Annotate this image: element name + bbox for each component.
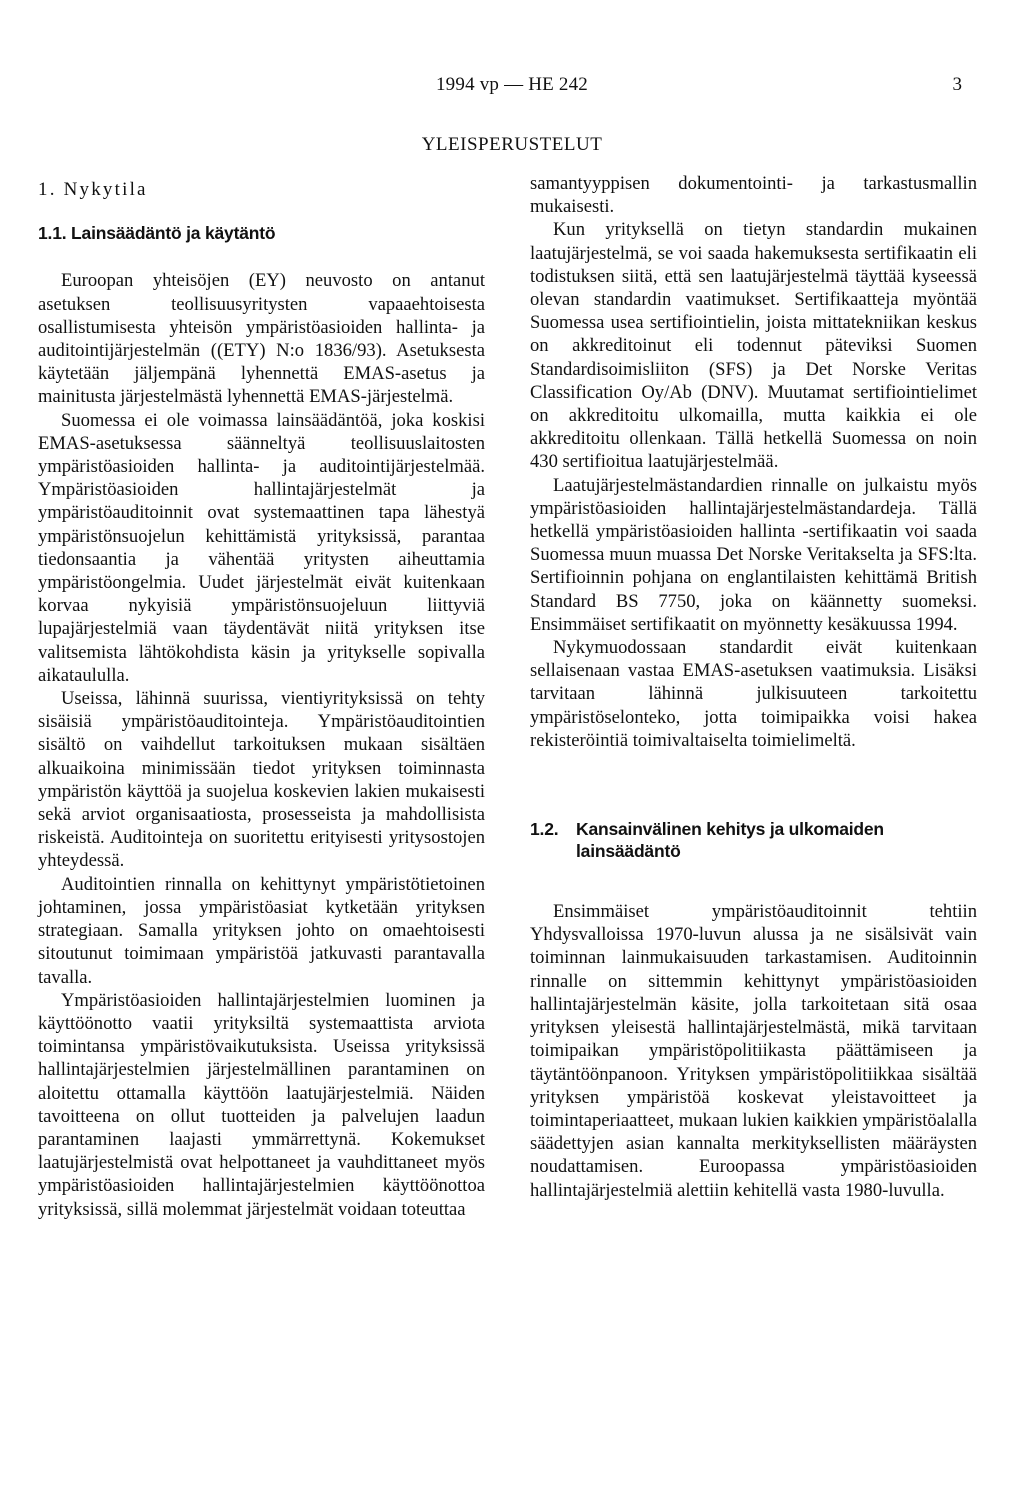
paragraph: Ensimmäiset ympäristöauditoinnit tehtiin Yhdysvalloissa 1970-luvun alussa ja ne sisälsivät vain toiminnan lainmukaisuuden tarkastamisen. Auditoinnin rinnalle on sittemmin kehittynyt ympäristöasioiden hallintajärjestelmän käsite, jolla tarkoitetaan sitä osaa yrityksen yleisestä hallintajärjestelmästä, mikä tarvitaan toimipaikan ympäristöpolitiikasta päättämiseen ja täytäntöönpanoon. Yrityksen ympäristöpolitiikkaa sisältää yrityksen ympäristöä koskevat yleistavoitteet ja toimintaperiaatteet, mukaan lukien kaikkien ympäristöalalla säädettyjen asian kannalta merkityksellisten määräysten noudattamisen. Euroopassa ympäristöasioiden hallintajärjestelmiä alettiin kehitellä vasta 1980-luvulla. [530, 901, 977, 1201]
running-title: 1994 vp — HE 242 [435, 74, 589, 95]
continuation-paragraph: samantyyppisen dokumentointi- ja tarkastusmallin mukaisesti. [530, 173, 977, 218]
paragraph: Suomessa ei ole voimassa lainsäädäntöä, joka koskisi EMAS-asetuksessa säänneltyä teollisuuslaitosten ympäristöasioiden hallinta- ja auditointijärjestelmää. Ympäristöasioiden hallintajärjestelmät ja ympäristöauditoinnit ovat systemaattinen tapa lähestyä ympäristönsuojelun kehittämistä yrityksissä, parantaa tiedonsaantia ja vähentää yritysten aiheuttamia ympäristöongelmia. Uudet järjestelmät eivät kuitenkaan korvaa nykyisiä ympäristönsuojeluun liittyviä lupajärjestelmiä vaan täydentävät niitä yrityksen itse valitsemista lähtökohdista käsin ja yritykselle sopivalla aikataululla. [38, 409, 485, 686]
paragraph: Auditointien rinnalla on kehittynyt ympäristötietoinen johtaminen, jossa ympäristöasiat kytketään yrityksen strategiaan. Samalla yrityksen johto on omaehtoisesti sitoutunut toimimaan ympäristöä jatkuvasti parantavalla tavalla. [38, 873, 485, 988]
paragraph: Laatujärjestelmästandardien rinnalle on julkaistu myös ympäristöasioiden hallintajärjestelmästandardeja. Tällä hetkellä ympäristöasioiden hallinta -sertifikaatin voi saada Suomessa muun muassa Det Norske Veritakselta ja SFS:lta. Sertifioinnin pohjana on englantilaisten kehittämä British Standard BS 7750, joka on käännetty suomeksi. Ensimmäiset sertifikaatit on myönnetty kesäkuussa 1994. [530, 474, 977, 635]
paragraph: Nykymuodossaan standardit eivät kuitenkaan sellaisenaan vastaa EMAS-asetuksen vaatimuksia. Lisäksi tarvitaan lähinnä julkisuuteen tarkoitettu ympäristöselonteko, jotta toimipaikka voisi hakea rekisteröintiä toimivaltaiselta toimielimeltä. [530, 637, 977, 751]
subsection-number: 1.2. [530, 819, 559, 840]
paragraph: Euroopan yhteisöjen (EY) neuvosto on antanut asetuksen teollisuusyritysten vapaaehtoisesta osallistumisesta yhteisön ympäristöasioiden hallinta- ja auditointijärjestelmän ((ETY) N:o 1836/93). Asetuksesta käytetään jäljempänä lyhennettä EMAS-asetus ja mainitusta järjestelmästä lyhennettä EMAS-järjestelmä. [38, 270, 485, 408]
section-title: YLEISPERUSTELUT [421, 134, 603, 155]
page-number: 3 [952, 74, 962, 95]
subsection-heading [530, 818, 977, 862]
chapter-heading: 1. Nykytila [38, 179, 148, 200]
right-column [530, 172, 977, 1202]
paragraph: Ympäristöasioiden hallintajärjestelmien luominen ja käyttöönotto vaatii yrityksiltä systemaattista arviota toimintansa ympäristövaikutuksista. Useissa yrityksissä hallintajärjestelmien järjestelmällinen parantaminen on aloitettu ottamalla käyttöön laatujärjestelmiä. Näiden tavoitteena on ollut tuotteiden ja palvelujen laadun parantaminen laajasti ymmärrettynä. Kokemukset laatujärjestelmistä ovat helpottaneet ja vauhdittaneet myös ympäristöasioiden hallintajärjestelmien käyttöönottoa yrityksissä, sillä molemmat järjestelmät voidaan toteuttaa [38, 989, 485, 1220]
left-column [38, 172, 485, 1221]
paragraph: Kun yrityksellä on tietyn standardin mukainen laatujärjestelmä, se voi saada hakemuksesta sertifikaatin eli todistuksen siitä, että sen laatujärjestelmä täyttää kyseessä olevan standardin vaatimukset. Sertifikaatteja myöntää Suomessa usea sertifiointielin, joista mittatekniikan keskus on akkreditoinut eli todennut päteviksi Suomen Standardisoimisliiton (SFS) ja Det Norske Veritas Classification Oy/Ab (DNV). Muutamat sertifiointielimet on akkreditoitu ulkomailla, mutta kaikkia ei ole akkreditoitu ollenkaan. Tällä hetkellä Suomessa on noin 430 sertifioitua laatujärjestelmää. [530, 219, 977, 473]
paragraph: Useissa, lähinnä suurissa, vientiyrityksissä on tehty sisäisiä ympäristöauditointeja. Ympäristöauditointien sisältö on vaihdellut tarkoituksen mukaan sisältäen alkuaikoina minimissään tiedot yrityksen toiminnasta ympäristön käyttöä ja suojelua koskevien lakien mukaisesti sekä arviot organisaatiosta, prosesseista ja mahdollisista riskeistä. Auditointeja on suoritettu erityisesti yritysostojen yhteydessä. [38, 688, 485, 872]
subsection-heading: 1.1. Lainsäädäntö ja käytäntö [38, 223, 276, 244]
subsection-title: Kansainvälinen kehitys ja ulkomaiden lainsäädäntö [576, 819, 884, 862]
page-header [0, 74, 1024, 104]
